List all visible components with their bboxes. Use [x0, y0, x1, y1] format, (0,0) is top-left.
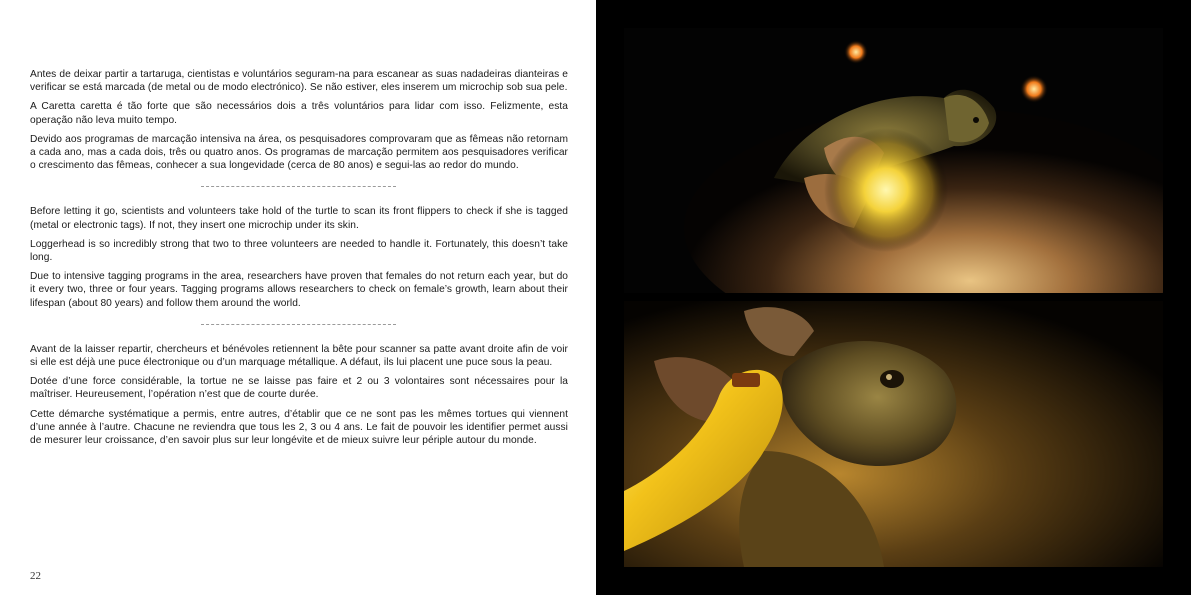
- page-number: 22: [30, 570, 41, 582]
- photo-turtle-scanner: [624, 301, 1163, 567]
- turtle-scanner-image: [624, 301, 1163, 567]
- photo-turtle-torchlight: [624, 28, 1163, 293]
- portuguese-block: [30, 68, 568, 172]
- turtle-torchlight-image: [624, 28, 1163, 293]
- english-block: [30, 205, 568, 309]
- en-paragraph-1: Before letting it go, scientists and volunteers take hold of the turtle to scan its front flippers to check if she is tagged (metal or electronic tags). If not, they insert one microchip under its skin.: [30, 206, 568, 231]
- pt-paragraph-2: A Caretta caretta é tão forte que são necessários dois a três voluntários para lidar com isso. Felizmente, esta operação não leva muito tempo.: [30, 101, 568, 126]
- fr-paragraph-1: Avant de la laisser repartir, chercheurs et bénévoles retiennent la bête pour scanner sa patte avant droite afin de voir si elle est déjà une puce électronique ou d’un marquage métallique. A défaut, ils lui placent une puce sous la peau.: [30, 343, 568, 369]
- text-column: [30, 68, 568, 453]
- en-paragraph-3: Due to intensive tagging programs in the area, researchers have proven that females do not return each year, but do it every two, three or four years. Tagging programs allows researchers to check on female’s growth, learn about their lifespan (about 80 years) and follow them around the world.: [30, 271, 568, 309]
- pt-paragraph-1: Antes de deixar partir a tartaruga, cientistas e voluntários seguram-na para escanear as suas nadadeiras dianteiras e verificar se está marcada (de metal ou de modo electrónico). Se não estiver, eles inserem um microchip sob sua pele.: [30, 69, 568, 94]
- fr-paragraph-2: Dotée d’une force considérable, la tortue ne se laisse pas faire et 2 ou 3 volontaires sont nécessaires pour la maîtriser. Heureusement, l’opération n’est que de courte durée.: [30, 376, 568, 401]
- right-page: [596, 0, 1191, 595]
- pt-paragraph-3: Devido aos programas de marcação intensiva na área, os pesquisadores comprovaram que as fêmeas não retornam a cada ano, mas a cada dois, três ou quatro anos. Os programas de marcação permitem aos pesquisadores verificar o crescimento das fêmeas, conhecer a sua longevidade (cerca de 80 anos) e segui-las ao redor do mundo.: [30, 133, 568, 172]
- separator-1: [201, 186, 396, 187]
- en-paragraph-2: Loggerhead is so incredibly strong that two to three volunteers are needed to handle it. Fortunately, this doesn’t take long.: [30, 238, 568, 264]
- fr-paragraph-3: Cette démarche systématique a permis, entre autres, d’établir que ce ne sont pas les mêmes tortues qui viennent d’une année à l’autre. Chacune ne reviendra que tous les 2, 3 ou 4 ans. Le fait de pouvoir les identifier permet aussi de mesurer leur croissance, d’en savoir plus sur leur longévite et de mieux suivre leur périple autour du monde.: [30, 408, 568, 447]
- french-block: [30, 343, 568, 447]
- separator-2: [201, 324, 396, 325]
